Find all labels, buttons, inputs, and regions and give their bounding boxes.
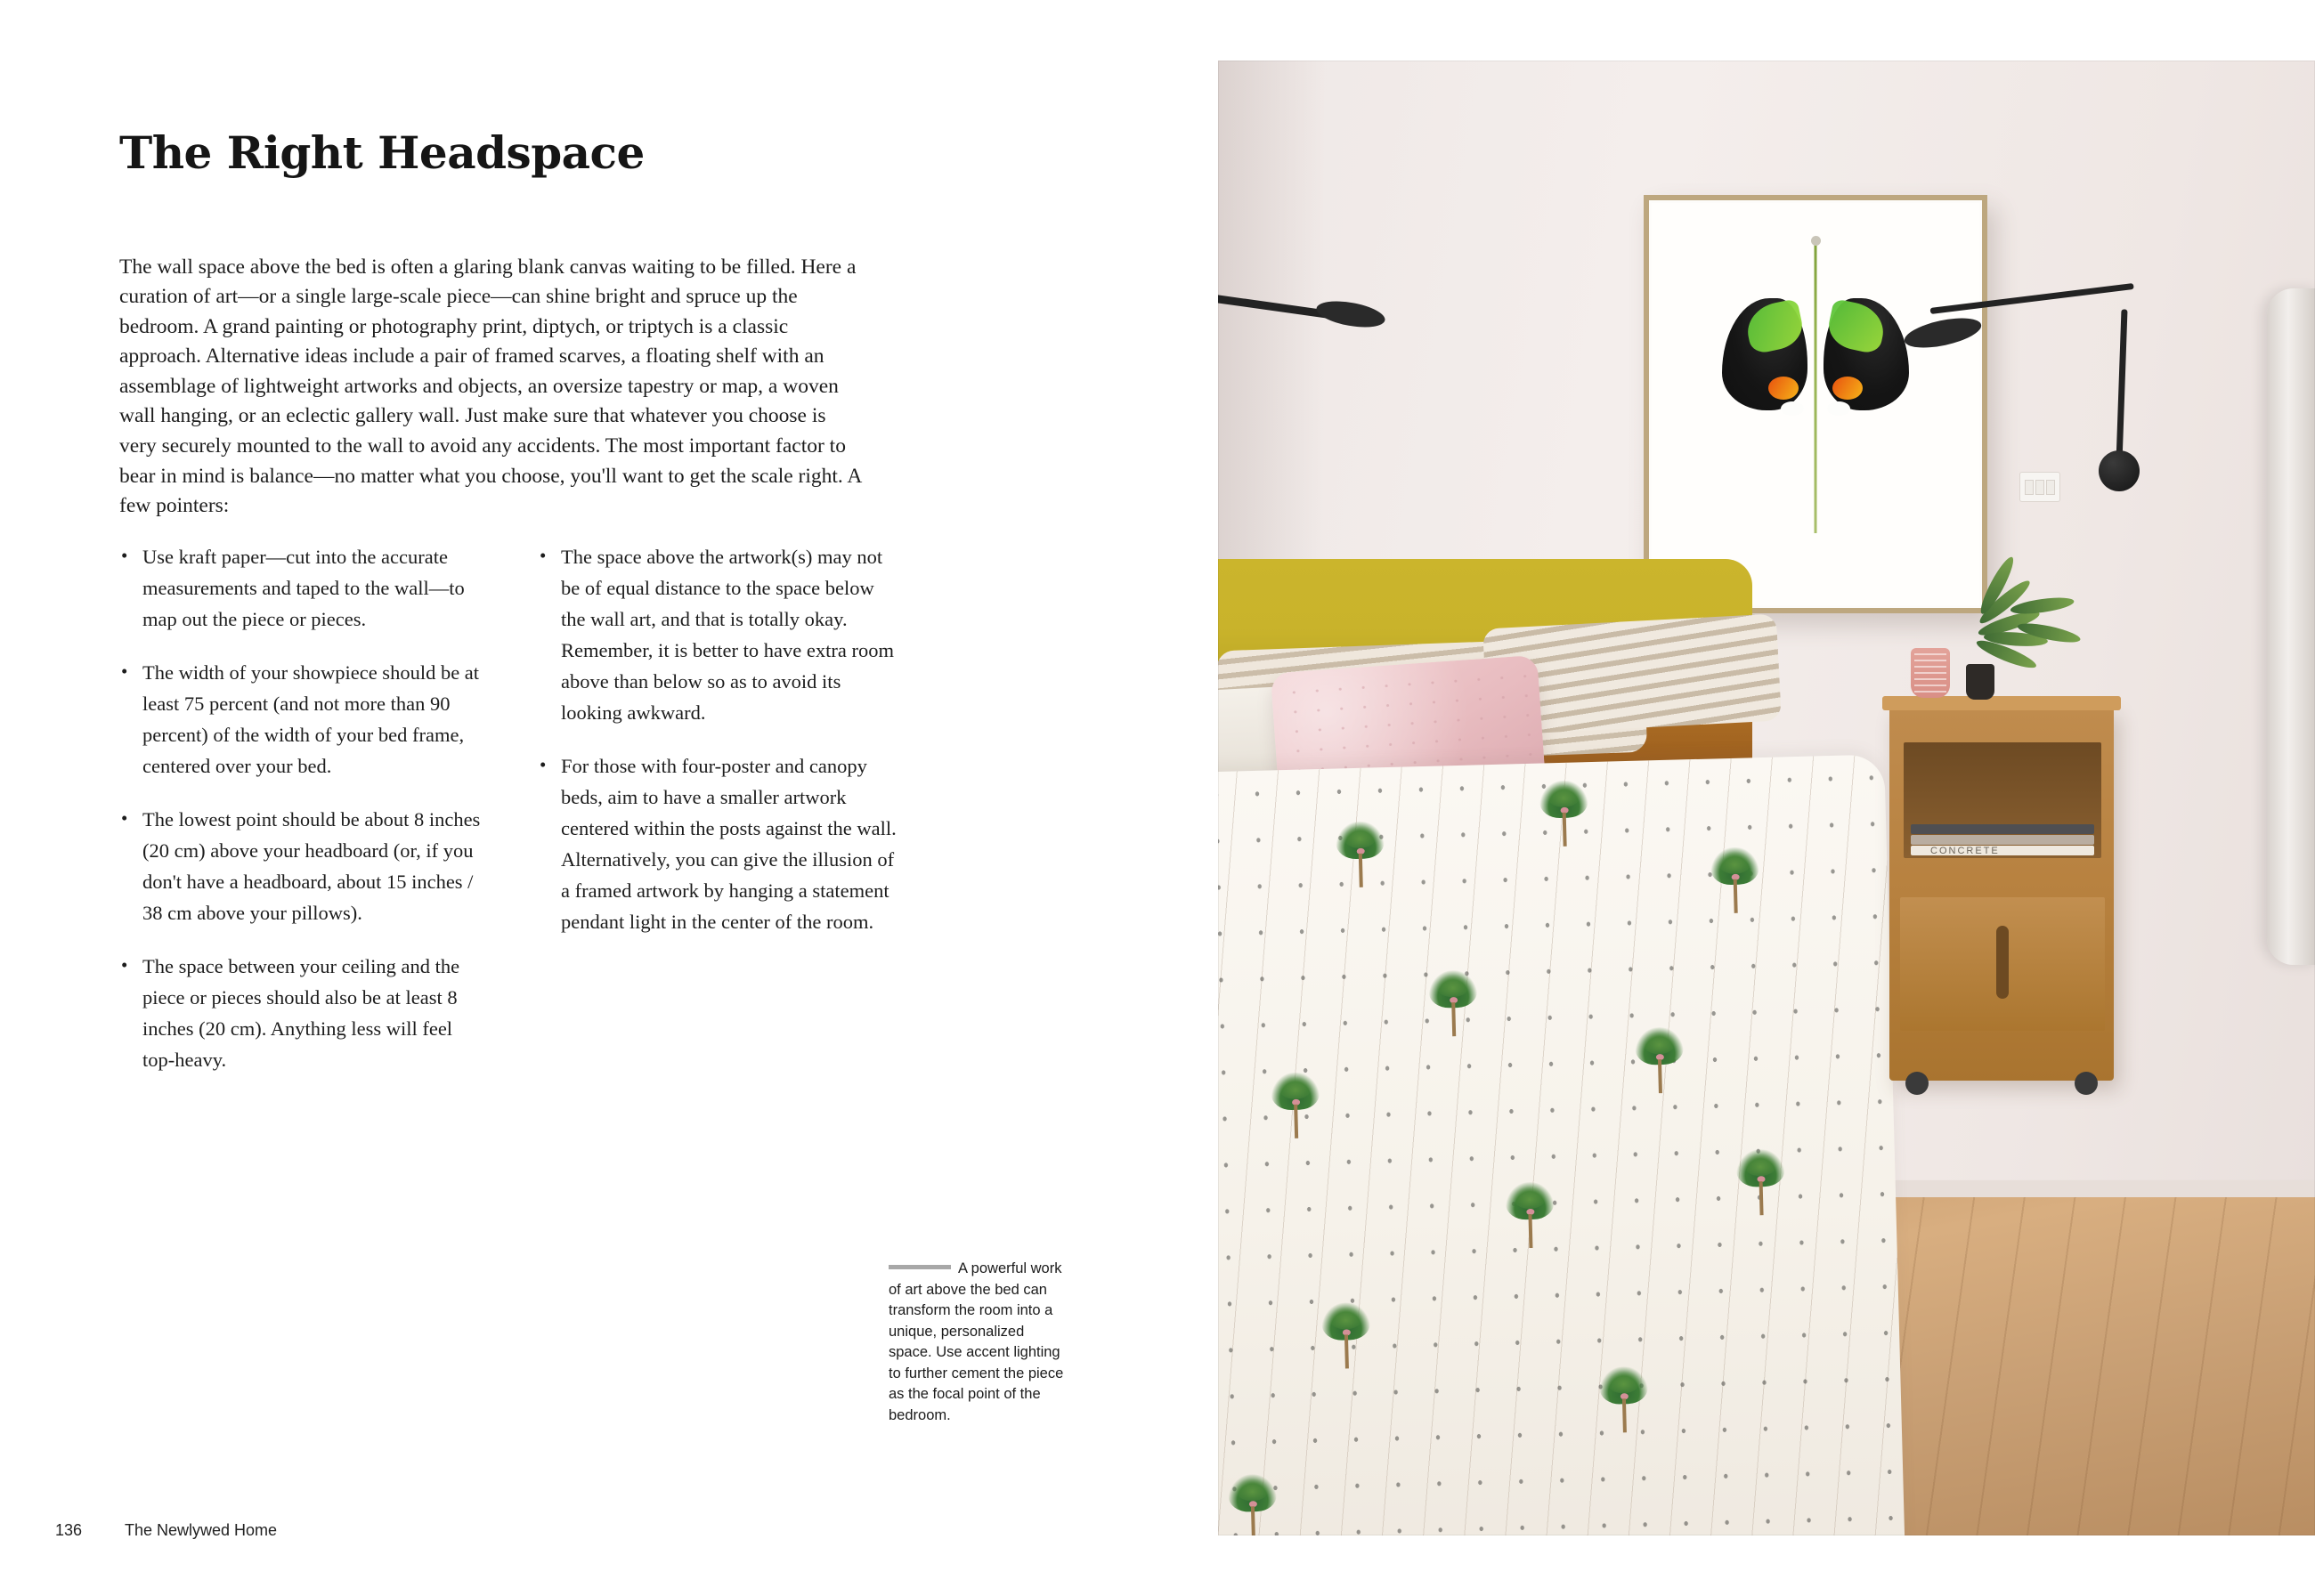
palm-motif [1709, 847, 1762, 913]
palm-motif [1426, 969, 1480, 1036]
bedroom-photograph [1218, 61, 2315, 1535]
photo-caption [889, 1259, 1071, 1426]
butterfly-wing-left [1722, 298, 1807, 410]
book [1911, 824, 2094, 834]
bullet-list-left [119, 541, 484, 1075]
wing-tail-tip [1781, 401, 1804, 416]
page-footer [55, 1521, 277, 1540]
palm-print-quilt [1218, 754, 1905, 1535]
butterfly-wing-right [1824, 298, 1909, 410]
wing-green-band [1742, 298, 1806, 355]
page-title: The Right Headspace [119, 126, 645, 179]
running-head: The Newlywed Home [125, 1521, 278, 1539]
table-top [1882, 696, 2121, 710]
wing-orange-spot [1832, 377, 1863, 400]
leaf [2010, 595, 2075, 617]
list-item: • The space between your ceiling and the piece or pieces should also be at least 8 inches (20 cm). Anything less will feel top-heavy. [119, 951, 484, 1075]
palm-motif [1504, 1181, 1557, 1248]
palm-motif [1597, 1366, 1651, 1433]
butterfly-specimen [1722, 298, 1909, 414]
drawer-handle[interactable] [1996, 926, 2009, 999]
wall-lamp-mount [2099, 450, 2140, 491]
list-item: • The space above the artwork(s) may not be of equal distance to the space below the wall art, and that is totally okay. Remember, it is better to have extra room above than below so as to avoid its looking awkward. [538, 541, 903, 728]
caption-rule [889, 1265, 951, 1269]
framed-butterfly-artwork [1644, 195, 1987, 613]
bullet-list-right [538, 541, 903, 937]
palm-motif [1633, 1026, 1686, 1093]
wing-tail-tip [1827, 401, 1850, 416]
list-item: • Use kraft paper—cut into the accurate measurements and taped to the wall—to map out the piece or pieces. [119, 541, 484, 635]
pointers-column-right [538, 541, 903, 1075]
palm-motif [1320, 1302, 1373, 1369]
list-item: • For those with four-poster and canopy beds, aim to have a smaller artwork centered within the posts against the wall. Alternatively, you can give the illusion of a framed artwork by hanging a statement pendant light in the center of the room. [538, 750, 903, 937]
switch-rocker[interactable] [2046, 480, 2055, 495]
book [1911, 835, 2094, 845]
plant-foliage [1925, 571, 2094, 669]
folio-number: 136 [55, 1521, 83, 1539]
list-item: • The width of your showpiece should be at least 75 percent (and not more than 90 percent) of the width of your bed frame, centered over your bed. [119, 657, 484, 782]
light-switch[interactable] [2019, 472, 2060, 502]
caption-text: A powerful work of art above the bed can transform the room into a unique, personalized space. Use accent lighting to further cement the piece as the focal point of the bedroom. [889, 1260, 1064, 1423]
bedside-table [1889, 707, 2114, 1081]
palm-motif [1226, 1474, 1279, 1535]
switch-rocker[interactable] [2025, 480, 2034, 495]
caster-wheel [2075, 1072, 2098, 1095]
palm-motif [1734, 1148, 1788, 1215]
palm-motif [1538, 780, 1591, 847]
intro-paragraph: The wall space above the bed is often a glaring blank canvas waiting to be filled. Here a curation of art—or a single large-scale piece—can shine bright and spruce up the bedroom. A grand painting or photography print, diptych, or triptych is a classic approach. Alternative ideas include a pair of framed scarves, a floating shelf with an assemblage of lightweight artworks and objects, an oversize tapestry or map, a woven wall hanging, or an eclectic gallery wall. Just make sure that whatever you choose is very securely mounted to the wall to avoid any accidents. The most important factor to bear in mind is balance—no matter what you choose, you'll want to get the scale right. A few pointers: [119, 255, 862, 518]
quilt-dot-pattern [1218, 754, 1905, 1535]
book-spine-title: CONCRETE [1930, 846, 2000, 856]
list-item: • The lowest point should be about 8 inches (20 cm) above your headboard (or, if you don't have a headboard, about 15 inches / 38 cm above your pillows). [119, 804, 484, 928]
wing-orange-spot [1768, 377, 1799, 400]
pointers-columns [119, 541, 903, 1075]
palm-motif [1269, 1072, 1322, 1138]
palm-motif [1334, 821, 1387, 887]
wing-green-band [1824, 298, 1888, 355]
switch-rocker[interactable] [2035, 480, 2044, 495]
pointers-column-left [119, 541, 484, 1075]
leaning-mirror [2267, 288, 2315, 965]
specimen-pin-icon [1811, 236, 1821, 246]
dark-vessel [1966, 664, 1994, 700]
caster-wheel [1905, 1072, 1929, 1095]
